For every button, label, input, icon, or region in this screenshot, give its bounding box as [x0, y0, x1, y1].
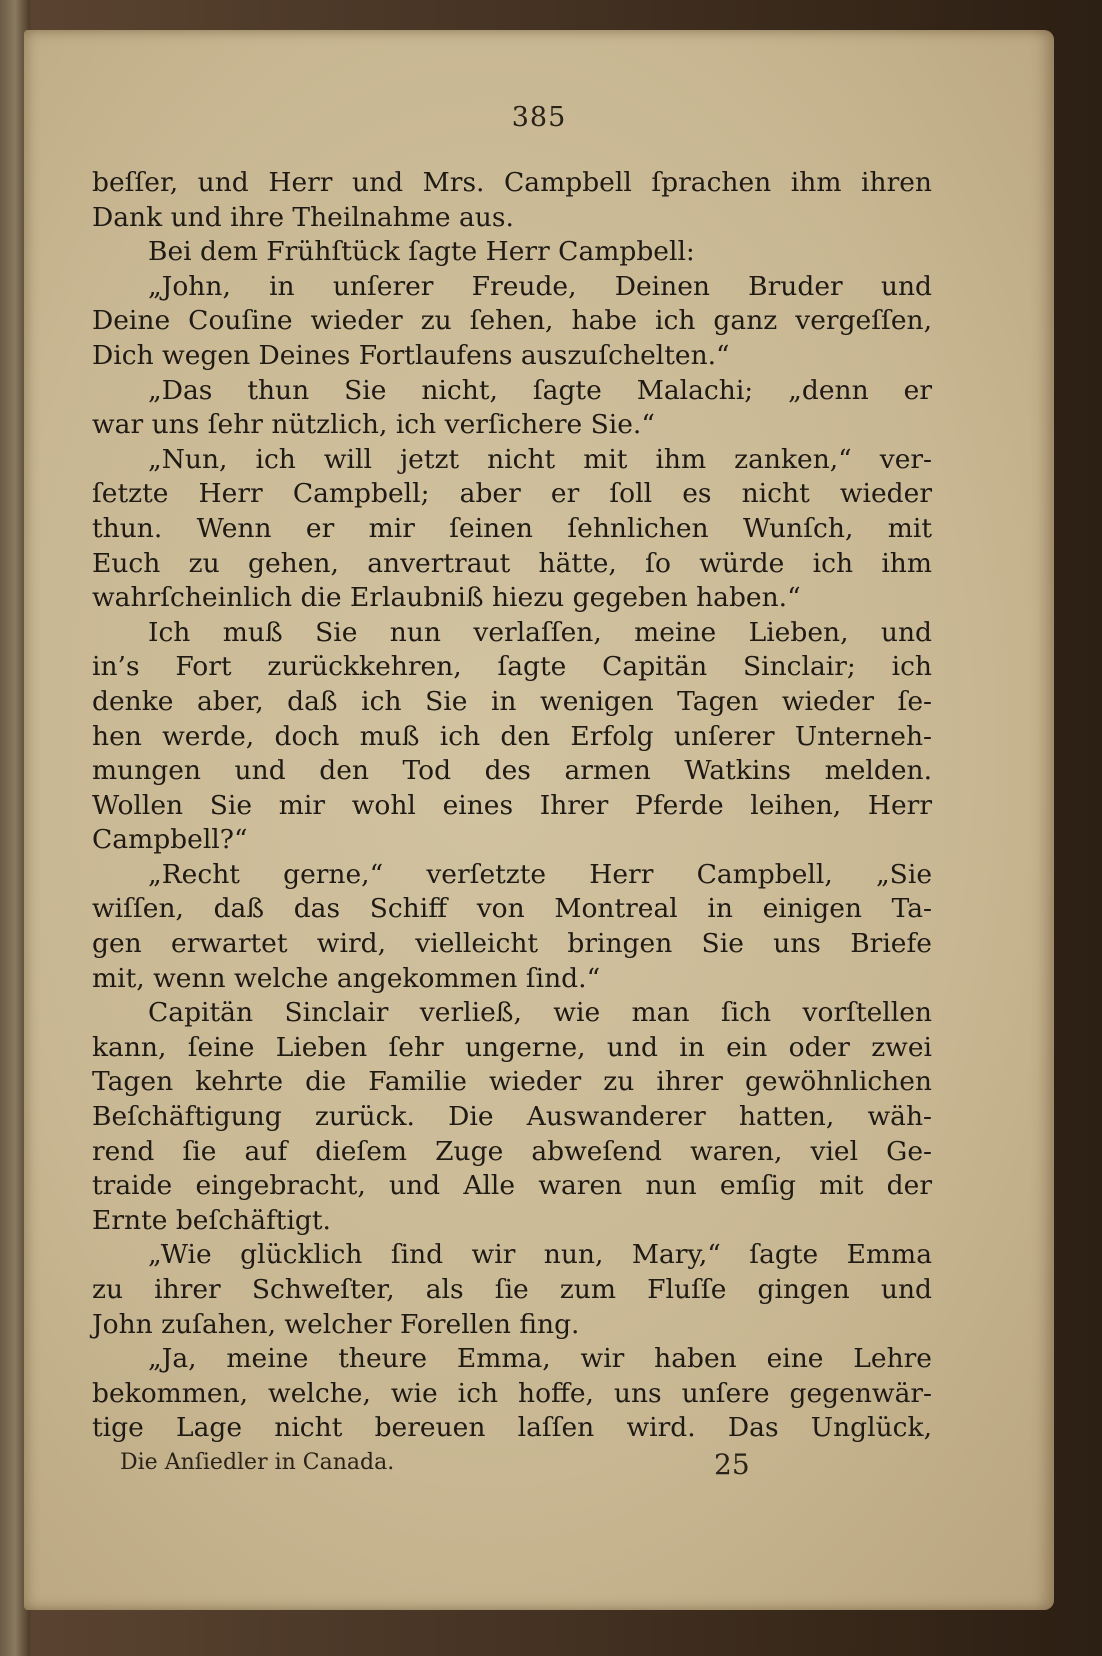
text-line: „Wie glücklich ſind wir nun, Mary,“ ſagte Emma	[148, 1239, 932, 1271]
page-number: 385	[511, 102, 567, 133]
footer-title: Die Anſiedler in Canada.	[120, 1450, 395, 1475]
text-line: thun. Wenn er mir ſeinen ſehnlichen Wunſch, mit	[92, 512, 932, 544]
text-line: bekommen, welche, wie ich hoffe, uns unſere gegenwär-	[92, 1377, 932, 1409]
body-text	[92, 166, 932, 1446]
text-line: Euch zu gehen, anvertraut hätte, ſo würde ich ihm	[92, 547, 932, 579]
signature-mark: 25	[714, 1448, 750, 1481]
text-line: wahrſcheinlich die Erlaubniß hiezu gegeben haben.“	[92, 582, 801, 614]
text-line: „Das thun Sie nicht, ſagte Malachi; „denn er	[148, 374, 932, 406]
text-line: kann, ſeine Lieben ſehr ungerne, und in ein oder zwei	[92, 1031, 932, 1063]
text-line: Deine Couſine wieder zu ſehen, habe ich ganz vergeſſen,	[92, 305, 932, 337]
text-line: Beſchäftigung zurück. Die Auswanderer hatten, wäh-	[92, 1101, 932, 1133]
text-line: zu ihrer Schweſter, als ſie zum Fluſſe gingen und	[92, 1274, 932, 1305]
text-line: „Ja, meine theure Emma, wir haben eine Lehre	[148, 1343, 932, 1375]
text-line: hen werde, doch muß ich den Erfolg unſerer Unterneh-	[92, 720, 932, 752]
text-line: beſſer, und Herr und Mrs. Campbell ſprachen ihm ihren	[92, 167, 932, 198]
text-line: war uns ſehr nützlich, ich verſichere Sie.“	[92, 409, 655, 441]
text-line: „Recht gerne,“ verſetzte Herr Campbell, „Sie	[148, 858, 932, 890]
text-line: denke aber, daß ich Sie in wenigen Tagen wieder ſe-	[92, 685, 932, 717]
text-line: in’s Fort zurückkehren, ſagte Capitän Sinclair; ich	[92, 651, 932, 683]
text-line: ſetzte Herr Campbell; aber er ſoll es nicht wieder	[92, 478, 932, 510]
text-line: „John, in unſerer Freude, Deinen Bruder und	[148, 270, 932, 302]
text-line: gen erwartet wird, vielleicht bringen Sie uns Briefe	[92, 928, 932, 960]
text-line: tige Lage nicht bereuen laſſen wird. Das Unglück,	[92, 1412, 932, 1444]
text-line: Dich wegen Deines Fortlaufens auszuſchelten.“	[92, 339, 730, 371]
text-line: rend ſie auf dieſem Zuge abweſend waren, viel Ge-	[92, 1135, 932, 1167]
text-line: Bei dem Frühſtück ſagte Herr Campbell:	[148, 236, 695, 268]
text-line: wiſſen, daß das Schiff von Montreal in einigen Ta-	[92, 893, 932, 925]
book-page	[24, 30, 1054, 1610]
text-line: Wollen Sie mir wohl eines Ihrer Pferde leihen, Herr	[92, 789, 932, 821]
text-line: mit, wenn welche angekommen ſind.“	[92, 962, 601, 994]
text-line: „Nun, ich will jetzt nicht mit ihm zanken,“ ver-	[148, 443, 932, 475]
text-line: mungen und den Tod des armen Watkins melden.	[92, 755, 932, 787]
text-line: Capitän Sinclair verließ, wie man ſich vorſtellen	[148, 997, 932, 1029]
text-line: traide eingebracht, und Alle waren nun emſig mit der	[92, 1170, 932, 1202]
text-line: Ich muß Sie nun verlaſſen, meine Lieben, und	[148, 616, 932, 648]
text-line: Ernte beſchäftigt.	[92, 1204, 331, 1236]
text-line: John zuſahen, welcher Forellen fing.	[92, 1308, 580, 1340]
text-line: Campbell?“	[92, 824, 248, 856]
text-line: Tagen kehrte die Familie wieder zu ihrer gewöhnlichen	[92, 1066, 932, 1098]
text-line: Dank und ihre Theilnahme aus.	[92, 201, 514, 233]
